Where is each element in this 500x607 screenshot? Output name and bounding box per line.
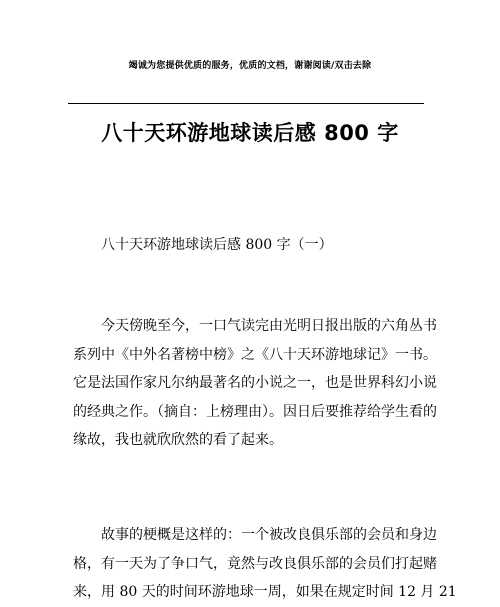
paragraph-line: 它是法国作家凡尔纳最著名的小说之一，也是世界科幻小说 bbox=[73, 375, 437, 391]
paragraph-line: 来，用 80 天的时间环游地球一周，如果在规定时间 12 月 21 bbox=[73, 584, 457, 600]
paragraph-line: 系列中《中外名著榜中榜》之《八十天环游地球记》一书。 bbox=[73, 346, 437, 363]
paragraph-1 bbox=[73, 312, 437, 455]
paragraph-line: 今天傍晚至今，一口气读完由光明日报出版的六角丛书 bbox=[101, 318, 437, 334]
document-title: 八十天环游地球读后感 800 字 bbox=[101, 121, 399, 145]
paragraph-2 bbox=[73, 521, 457, 607]
paragraph-line: 缘故，我也就欣欣然的看了起来。 bbox=[73, 432, 283, 448]
paragraph-line: 的经典之作。（摘自：上榜理由）。因日后要推荐给学生看的 bbox=[73, 403, 437, 420]
paragraph-line: 故事的梗概是这样的：一个被改良俱乐部的会员和身边 bbox=[101, 527, 437, 543]
section-heading: 八十天环游地球读后感 800 字（一） bbox=[101, 237, 333, 253]
header-divider bbox=[68, 103, 424, 104]
paragraph-line: 格，有一天为了争口气，竟然与改良俱乐部的会员们打起赌 bbox=[73, 555, 437, 572]
header-note: 竭诚为您提供优质的服务，优质的文档，谢谢阅读/双击去除 bbox=[128, 61, 372, 71]
